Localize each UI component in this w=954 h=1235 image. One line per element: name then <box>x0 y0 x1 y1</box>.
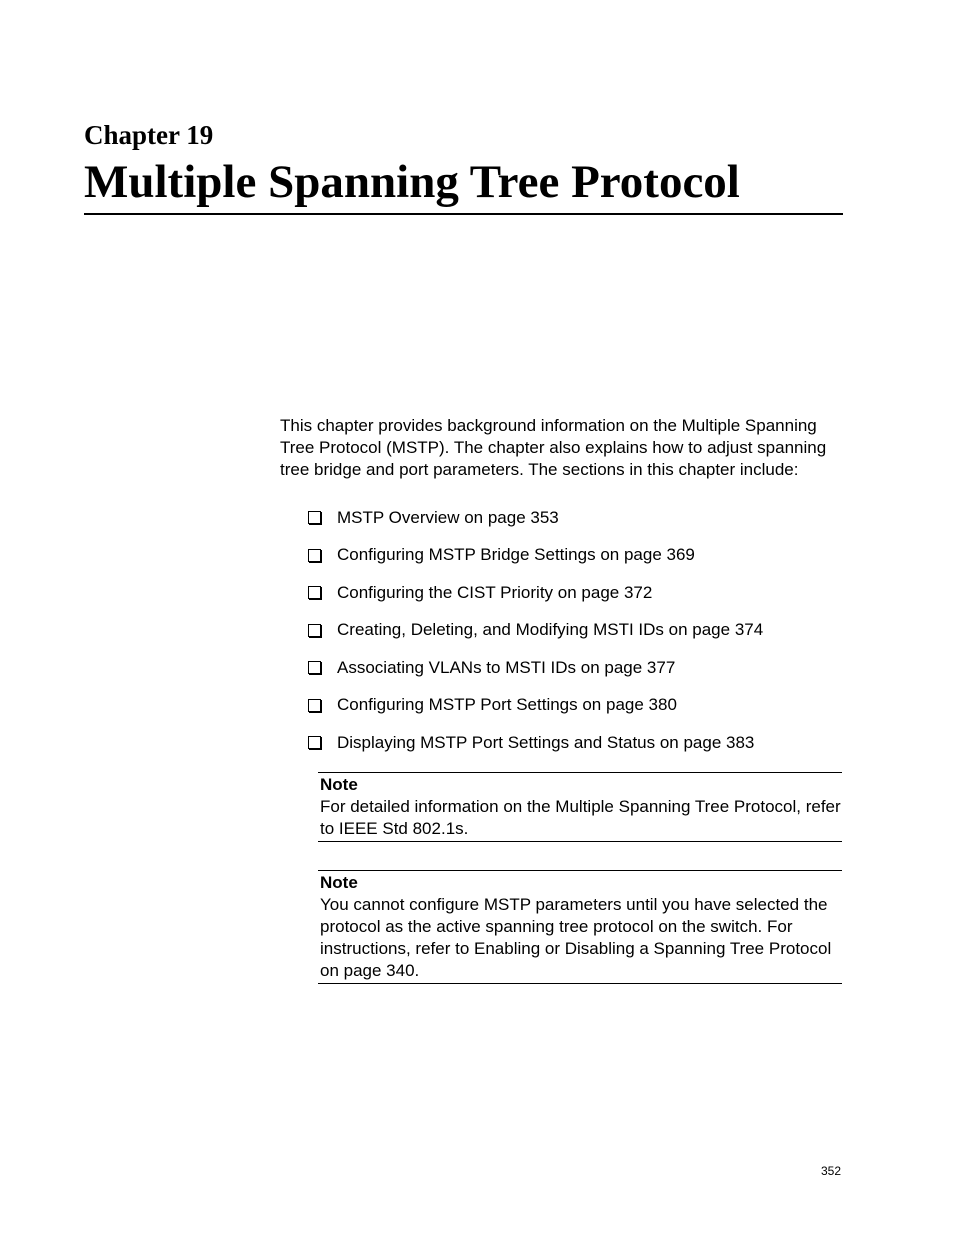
section-item-displaying-status[interactable] <box>308 724 763 762</box>
chapter-title: Multiple Spanning Tree Protocol <box>84 156 740 208</box>
checkbox-bullet-icon <box>308 511 321 524</box>
checkbox-bullet-icon <box>308 736 321 749</box>
note-heading: Note <box>320 775 358 794</box>
section-link[interactable]: Displaying MSTP Port Settings and Status on page 383 <box>337 732 755 752</box>
section-list <box>308 499 763 762</box>
section-item-cist-priority[interactable] <box>308 574 763 612</box>
note-heading: Note <box>320 873 358 892</box>
section-item-associating-vlans[interactable] <box>308 649 763 687</box>
note-body: You cannot configure MSTP parameters until you have selected the protocol as the active spanning tree protocol on the switch. For instructions, refer to Enabling or Disabling a Spanning Tree Protocol on page 340. <box>320 895 832 980</box>
checkbox-bullet-icon <box>308 661 321 674</box>
section-link[interactable]: Associating VLANs to MSTI IDs on page 377 <box>337 657 676 677</box>
section-item-mstp-overview[interactable] <box>308 499 763 537</box>
section-link[interactable]: Configuring the CIST Priority on page 372 <box>337 582 653 602</box>
section-link[interactable]: Creating, Deleting, and Modifying MSTI IDs on page 374 <box>337 620 764 640</box>
section-link[interactable]: Configuring MSTP Bridge Settings on page 369 <box>337 545 695 565</box>
section-item-bridge-settings[interactable] <box>308 537 763 575</box>
checkbox-bullet-icon <box>308 624 321 637</box>
note-box <box>318 870 842 984</box>
checkbox-bullet-icon <box>308 586 321 599</box>
section-link[interactable]: Configuring MSTP Port Settings on page 380 <box>337 695 677 715</box>
note-box <box>318 772 842 842</box>
checkbox-bullet-icon <box>308 549 321 562</box>
title-rule <box>84 213 843 215</box>
section-link[interactable]: MSTP Overview on page 353 <box>337 507 559 527</box>
note-body: For detailed information on the Multiple Spanning Tree Protocol, refer to IEEE Std 802.1s. <box>320 797 841 838</box>
section-item-msti-ids[interactable] <box>308 612 763 650</box>
section-item-port-settings[interactable] <box>308 687 763 725</box>
page-number: 352 <box>820 1164 841 1178</box>
checkbox-bullet-icon <box>308 699 321 712</box>
chapter-label: Chapter 19 <box>84 120 214 150</box>
intro-paragraph: This chapter provides background information on the Multiple Spanning Tree Protocol (MSTP). The chapter also explains how to adjust spanning tree bridge and port parameters. The sections in this chapter include: <box>280 416 827 479</box>
